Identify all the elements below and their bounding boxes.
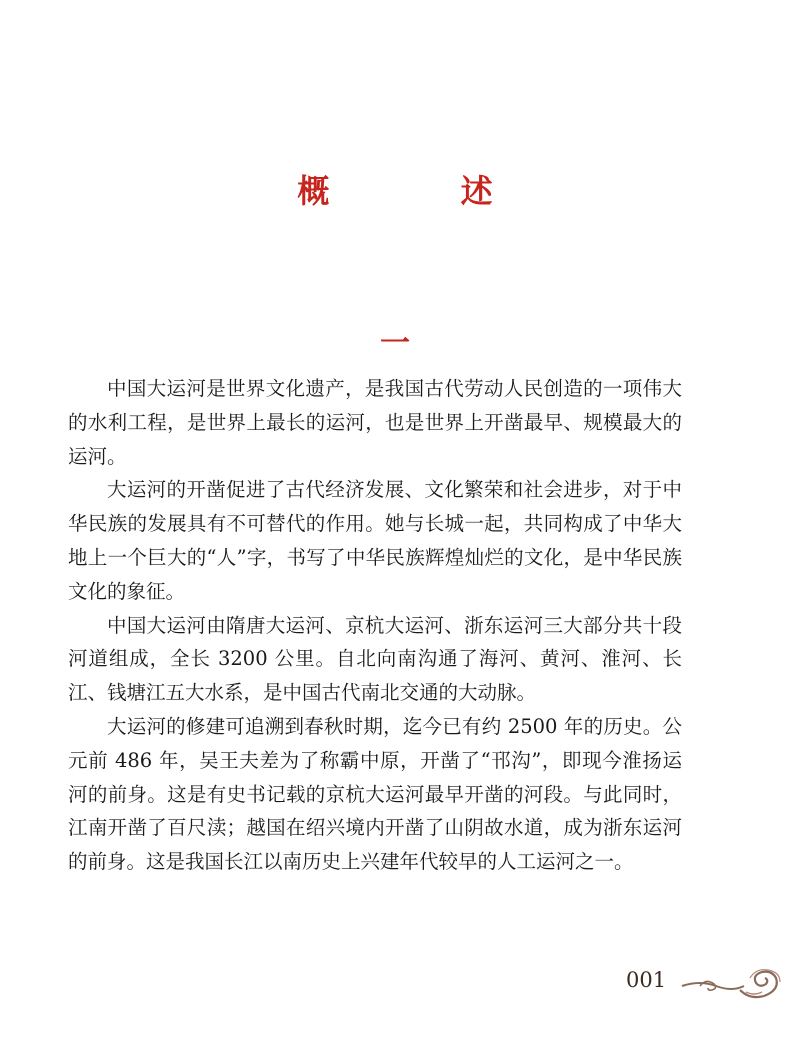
page-number: 001 xyxy=(626,968,667,992)
body-text xyxy=(68,372,682,879)
paragraph-4: 大运河的修建可追溯到春秋时期，迄今已有约 2500 年的历史。公元前 486 年，吴王夫差为了称霸中原，开凿了“邗沟”，即现今淮扬运河的前身。这是有史书记载的京杭大运河最早开凿的河段。与此同时，江南开凿了百尺渎；越国在绍兴境内开凿了山阴故水道，成为浙东运河的前身。这是我国长江以南历史上兴建年代较早的人工运河之一。 xyxy=(68,714,682,874)
paragraph-3: 中国大运河由隋唐大运河、京杭大运河、浙东运河三大部分共十段河道组成，全长 3200 公里。自北向南沟通了海河、黄河、淮河、长江、钱塘江五大水系，是中国古代南北交通的大动脉。 xyxy=(68,613,682,705)
paragraph-2: 大运河的开凿促进了古代经济发展、文化繁荣和社会进步，对于中华民族的发展具有不可替代的作用。她与长城一起，共同构成了中华大地上一个巨大的“人”字，书写了中华民族辉煌灿烂的文化，是中华民族文化的象征。 xyxy=(68,478,682,603)
paragraph-1: 中国大运河是世界文化遗产，是我国古代劳动人民创造的一项伟大的水利工程，是世界上最长的运河，也是世界上开凿最早、规模最大的运河。 xyxy=(68,377,682,468)
page-footer xyxy=(626,968,786,1008)
section-number: 一 xyxy=(380,326,410,361)
cloud-scroll-icon xyxy=(680,966,784,1002)
chapter-title: 概 述 xyxy=(297,172,553,210)
